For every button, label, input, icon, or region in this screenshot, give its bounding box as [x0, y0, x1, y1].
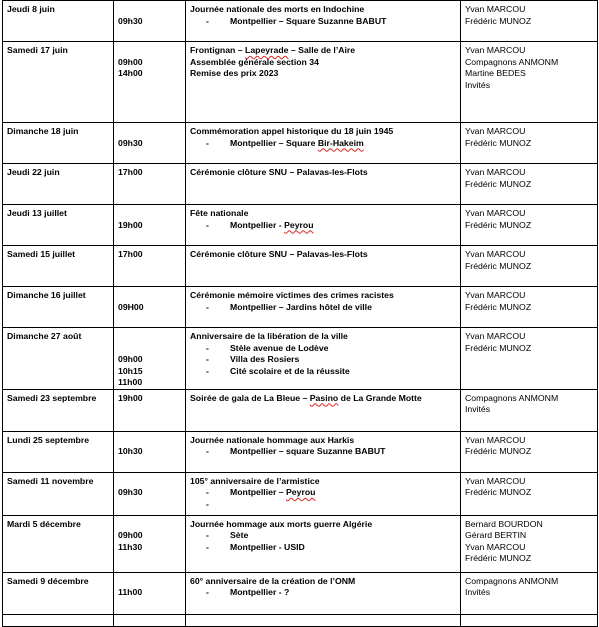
event-location-item [190, 446, 457, 458]
event-time [118, 45, 182, 57]
table-row-empty [3, 614, 598, 626]
dash-bullet-icon: - [206, 365, 209, 376]
event-date: Samedi 11 novembre [3, 472, 114, 515]
event-times [114, 1, 186, 42]
participant-name: Invités [465, 79, 491, 90]
event-description [186, 328, 461, 390]
event-time [118, 476, 182, 488]
table-row [3, 123, 598, 164]
event-description [186, 246, 461, 287]
event-date: Dimanche 18 juin [3, 123, 114, 164]
dash-bullet-icon: - [206, 446, 209, 456]
table-row [3, 164, 598, 205]
event-title: Journée nationale des morts en Indochine [190, 4, 365, 14]
participant-name: Compagnons ANMONM [465, 392, 559, 403]
event-title: Commémoration appel historique du 18 juin 1945 [190, 126, 394, 136]
event-location-item [190, 487, 457, 499]
event-participants [461, 205, 598, 246]
participant-name: Frédéric MUNOZ [465, 15, 532, 26]
empty-cell [186, 614, 461, 626]
participant-name: Frédéric MUNOZ [465, 487, 532, 497]
participant-name: Compagnons ANMONM [465, 56, 559, 67]
event-location-item [190, 366, 457, 378]
event-date: Samedi 17 juin [3, 42, 114, 123]
event-times [114, 287, 186, 328]
participant-name: Yvan MARCOU [465, 208, 526, 218]
empty-cell [114, 614, 186, 626]
event-description [186, 472, 461, 515]
event-location-item [190, 354, 457, 366]
event-description [186, 431, 461, 472]
event-date: Jeudi 8 juin [3, 1, 114, 42]
dash-bullet-icon: - [206, 587, 209, 597]
event-date: Mardi 5 décembre [3, 515, 114, 572]
event-participants [461, 164, 598, 205]
event-times [114, 515, 186, 572]
participant-name: Frédéric MUNOZ [465, 219, 532, 230]
event-date: Jeudi 22 juin [3, 164, 114, 205]
agenda-table [2, 0, 598, 627]
participant-name: Frédéric MUNOZ [465, 178, 532, 189]
event-time [118, 290, 182, 302]
event-time: 17h00 [118, 167, 143, 177]
dash-bullet-icon: - [206, 498, 209, 509]
event-participants [461, 472, 598, 515]
event-location: Montpellier – Square Bir-Hakeim [230, 137, 364, 148]
event-description [186, 287, 461, 328]
event-location-item [190, 220, 457, 232]
event-location-item [190, 587, 457, 599]
event-location: Cité scolaire et de la réussite [230, 365, 350, 376]
event-title: Soirée de gala de La Bleue – Pasino de La Grande Motte [190, 392, 422, 403]
event-time [118, 331, 182, 343]
event-location: Montpellier - Peyrou [230, 219, 314, 230]
event-description [186, 515, 461, 572]
table-row [3, 572, 598, 614]
dash-bullet-icon: - [206, 137, 209, 148]
table-row [3, 328, 598, 390]
event-time: 14h00 [118, 68, 143, 78]
event-times [114, 164, 186, 205]
dash-bullet-icon: - [206, 541, 209, 552]
event-title: Fête nationale [190, 208, 249, 218]
participant-name: Bernard BOURDON [465, 518, 543, 529]
event-date: Dimanche 16 juillet [3, 287, 114, 328]
event-location: Montpellier – square Suzanne BABUT [230, 446, 386, 456]
participant-name: Frédéric MUNOZ [465, 446, 532, 456]
event-date: Lundi 25 septembre [3, 431, 114, 472]
participant-name: Invités [465, 404, 491, 414]
event-location-item [190, 530, 457, 542]
event-title: Cérémonie mémoire victimes des crimes racistes [190, 290, 394, 300]
event-description [186, 205, 461, 246]
event-location-item [190, 302, 457, 314]
event-times [114, 389, 186, 431]
event-location-item [190, 343, 457, 355]
dash-bullet-icon: - [206, 342, 209, 353]
event-time: 19h00 [118, 219, 143, 230]
event-title: Anniversaire de la libération de la ville [190, 331, 348, 341]
event-location: Sète [230, 530, 249, 540]
event-time: 09H00 [118, 301, 144, 312]
event-time [118, 208, 182, 220]
participant-name: Yvan MARCOU [465, 126, 526, 136]
participant-name: Yvan MARCOU [465, 45, 526, 55]
event-times [114, 572, 186, 614]
event-time: 19h00 [118, 392, 143, 403]
empty-cell [3, 614, 114, 626]
event-title: Journée nationale hommage aux Harkis [190, 434, 355, 445]
event-times [114, 42, 186, 123]
participant-name: Yvan MARCOU [465, 475, 526, 486]
event-times [114, 205, 186, 246]
table-row [3, 246, 598, 287]
table-row [3, 389, 598, 431]
dash-bullet-icon: - [206, 487, 209, 497]
event-time: 11h00 [118, 587, 143, 597]
event-title: Journée hommage aux morts guerre Algérie [190, 518, 373, 529]
event-location: Montpellier - ? [230, 587, 290, 597]
event-time: 10h15 [118, 365, 143, 376]
event-location: Montpellier – Square Suzanne BABUT [230, 15, 387, 26]
event-title: 60° anniversaire de la création de l’ONM [190, 575, 356, 586]
participant-name: Gérard BERTIN [465, 530, 527, 540]
event-time: 09h00 [118, 530, 143, 540]
dash-bullet-icon: - [206, 219, 209, 230]
event-location-item [190, 542, 457, 554]
event-participants [461, 431, 598, 472]
event-times [114, 328, 186, 390]
event-location: Montpellier - USID [230, 541, 305, 552]
event-time: 10h30 [118, 446, 143, 456]
event-time [118, 4, 182, 16]
participant-name: Frédéric MUNOZ [465, 301, 532, 312]
event-participants [461, 572, 598, 614]
participant-name: Frédéric MUNOZ [465, 137, 532, 148]
event-location: Montpellier – Peyrou [230, 487, 316, 497]
event-time: 11h00 [118, 377, 143, 387]
dash-bullet-icon: - [206, 15, 209, 26]
event-description [186, 572, 461, 614]
event-participants [461, 389, 598, 431]
dash-bullet-icon: - [206, 301, 209, 312]
participant-name: Frédéric MUNOZ [465, 342, 532, 353]
event-description [186, 164, 461, 205]
dash-bullet-icon: - [206, 530, 209, 540]
event-location: Stèle avenue de Lodève [230, 342, 329, 353]
event-description [186, 42, 461, 123]
event-description [186, 389, 461, 431]
event-time [118, 519, 182, 531]
event-time: 17h00 [118, 249, 143, 259]
event-title: Frontignan – Lapeyrade – Salle de l’Aire [190, 45, 356, 55]
event-participants [461, 1, 598, 42]
event-detail: Remise des prix 2023 [190, 68, 279, 78]
event-times [114, 431, 186, 472]
event-times [114, 472, 186, 515]
event-title: 105° anniversaire de l’armistice [190, 475, 320, 486]
participant-name: Yvan MARCOU [465, 167, 526, 177]
event-time: 09h00 [118, 354, 143, 364]
event-participants [461, 246, 598, 287]
event-participants [461, 42, 598, 123]
event-date: Samedi 23 septembre [3, 389, 114, 431]
table-row [3, 42, 598, 123]
event-time: 09h30 [118, 487, 143, 497]
event-time [118, 343, 182, 355]
table-row [3, 431, 598, 472]
event-location-item [190, 16, 457, 28]
participant-name: Yvan MARCOU [465, 290, 526, 300]
event-title: Cérémonie clôture SNU – Palavas-les-Flots [190, 249, 368, 259]
participant-name: Compagnons ANMONM [465, 575, 559, 586]
event-location-item [190, 138, 457, 150]
agenda-body [3, 1, 598, 627]
event-times [114, 246, 186, 287]
event-time: 11h30 [118, 541, 143, 552]
table-row [3, 205, 598, 246]
event-time: 09h30 [118, 137, 143, 148]
participant-name: Frédéric MUNOZ [465, 553, 532, 563]
event-time [118, 576, 182, 588]
participant-name: Yvan MARCOU [465, 434, 526, 445]
event-date: Samedi 9 décembre [3, 572, 114, 614]
event-detail: Assemblée générale section 34 [190, 56, 319, 67]
event-times [114, 123, 186, 164]
participant-name: Frédéric MUNOZ [465, 260, 532, 271]
empty-cell [461, 614, 598, 626]
participant-name: Martine BEDES [465, 68, 526, 78]
participant-name: Yvan MARCOU [465, 541, 526, 552]
table-row [3, 472, 598, 515]
participant-name: Invités [465, 587, 491, 597]
event-time: 09h30 [118, 15, 143, 26]
participant-name: Yvan MARCOU [465, 331, 526, 341]
event-location: Villa des Rosiers [230, 354, 300, 364]
event-location-item [190, 499, 457, 511]
event-time: 09h00 [118, 56, 143, 67]
event-description [186, 1, 461, 42]
event-date: Samedi 15 juillet [3, 246, 114, 287]
event-location: Montpellier – Jardins hôtel de ville [230, 301, 372, 312]
table-row [3, 287, 598, 328]
dash-bullet-icon: - [206, 354, 209, 364]
event-title: Cérémonie clôture SNU – Palavas-les-Flots [190, 167, 368, 177]
event-participants [461, 287, 598, 328]
event-time [118, 435, 182, 447]
event-time [118, 126, 182, 138]
participant-name: Yvan MARCOU [465, 249, 526, 259]
event-participants [461, 515, 598, 572]
event-description [186, 123, 461, 164]
event-participants [461, 123, 598, 164]
table-row [3, 515, 598, 572]
event-date: Jeudi 13 juillet [3, 205, 114, 246]
table-row [3, 1, 598, 42]
event-date: Dimanche 27 août [3, 328, 114, 390]
participant-name: Yvan MARCOU [465, 4, 526, 14]
event-participants [461, 328, 598, 390]
